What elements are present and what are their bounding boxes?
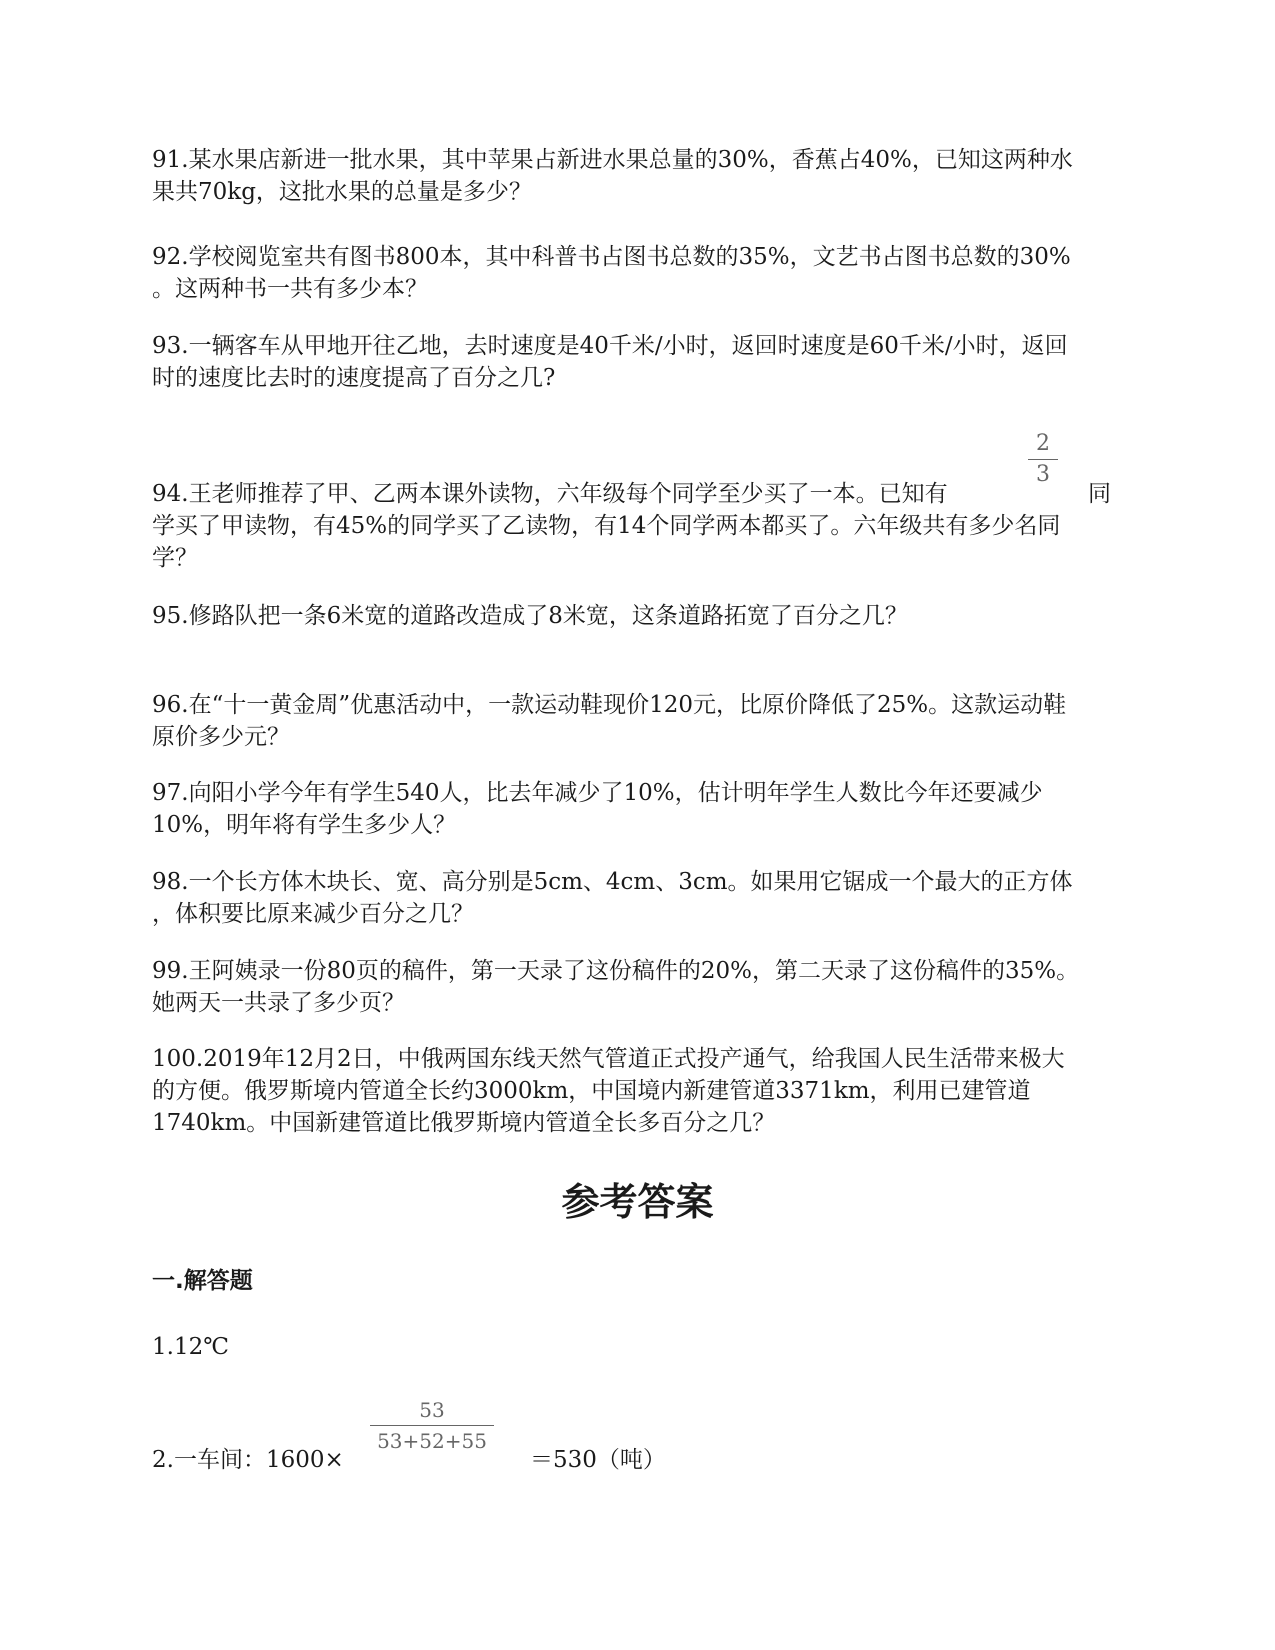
question-92-line-1: 92.学校阅览室共有图书800本，其中科普书占图书总数的35%，文艺书占图书总数的30% <box>152 244 1071 270</box>
question-96-line-1: 96.在“十一黄金周”优惠活动中，一款运动鞋现价120元，比原价降低了25%。这款运动鞋 <box>152 692 1067 718</box>
question-98-line-1: 98.一个长方体木块长、宽、高分别是5cm、4cm、3cm。如果用它锯成一个最大的正方体 <box>152 869 1073 895</box>
question-93-line-2: 时的速度比去时的速度提高了百分之几? <box>152 365 556 391</box>
question-99-line-2: 她两天一共录了多少页？ <box>152 990 405 1016</box>
question-100-line-1: 100.2019年12月2日，中俄两国东线天然气管道正式投产通气，给我国人民生活带来极大 <box>152 1046 1065 1072</box>
answers-title: 参考答案 <box>561 1179 714 1224</box>
question-94-line-3: 学？ <box>152 545 198 571</box>
question-99-line-1: 99.王阿姨录一份80页的稿件，第一天录了这份稿件的20%，第二天录了这份稿件的35%。 <box>152 958 1080 984</box>
question-97-line-2: 10%，明年将有学生多少人？ <box>152 812 457 838</box>
fraction-numerator: 53 <box>419 1398 445 1422</box>
question-100-line-3: 1740km。中国新建管道比俄罗斯境内管道全长多百分之几？ <box>152 1110 776 1136</box>
question-91-line-2: 果共70kg，这批水果的总量是多少？ <box>152 179 532 205</box>
question-94-line-2: 学买了甲读物，有45%的同学买了乙读物，有14个同学两本都买了。六年级共有多少名同 <box>152 513 1061 539</box>
question-94-line-1-text: 94.王老师推荐了甲、乙两本课外读物，六年级每个同学至少买了一本。已知有 <box>152 481 948 507</box>
fraction-numerator: 2 <box>1036 431 1050 456</box>
question-97-line-1: 97.向阳小学今年有学生540人，比去年减少了10%，估计明年学生人数比今年还要减少 <box>152 780 1043 806</box>
answer-2-result: ＝530（吨） <box>530 1447 666 1473</box>
question-92-line-2: 。这两种书一共有多少本？ <box>152 276 428 302</box>
fraction-denominator: 3 <box>1036 462 1050 487</box>
answer-1: 1.12℃ <box>152 1334 229 1360</box>
fraction-bar <box>370 1425 494 1426</box>
fraction-denominator: 53+52+55 <box>377 1429 487 1453</box>
question-94-line-1-tail: 同 <box>1088 481 1111 507</box>
question-98-line-2: ，体积要比原来减少百分之几？ <box>152 901 474 927</box>
question-94-fraction <box>1028 432 1058 487</box>
question-93-line-1: 93.一辆客车从甲地开往乙地，去时速度是40千米/小时，返回时速度是60千米/小时，返回 <box>152 333 1068 359</box>
question-95-line-1: 95.修路队把一条6米宽的道路改造成了8米宽，这条道路拓宽了百分之几？ <box>152 603 908 629</box>
answer-2-fraction <box>370 1398 494 1453</box>
question-100-line-2: 的方便。俄罗斯境内管道全长约3000km，中国境内新建管道3371km，利用已建管道 <box>152 1078 1031 1104</box>
answer-2-text: 2.一车间：1600× <box>152 1447 344 1473</box>
section-heading: 一.解答题 <box>152 1268 253 1294</box>
question-96-line-2: 原价多少元？ <box>152 724 290 750</box>
fraction-bar <box>1028 459 1058 460</box>
question-91-line-1: 91.某水果店新进一批水果，其中苹果占新进水果总量的30%，香蕉占40%，已知这两种水 <box>152 147 1073 173</box>
